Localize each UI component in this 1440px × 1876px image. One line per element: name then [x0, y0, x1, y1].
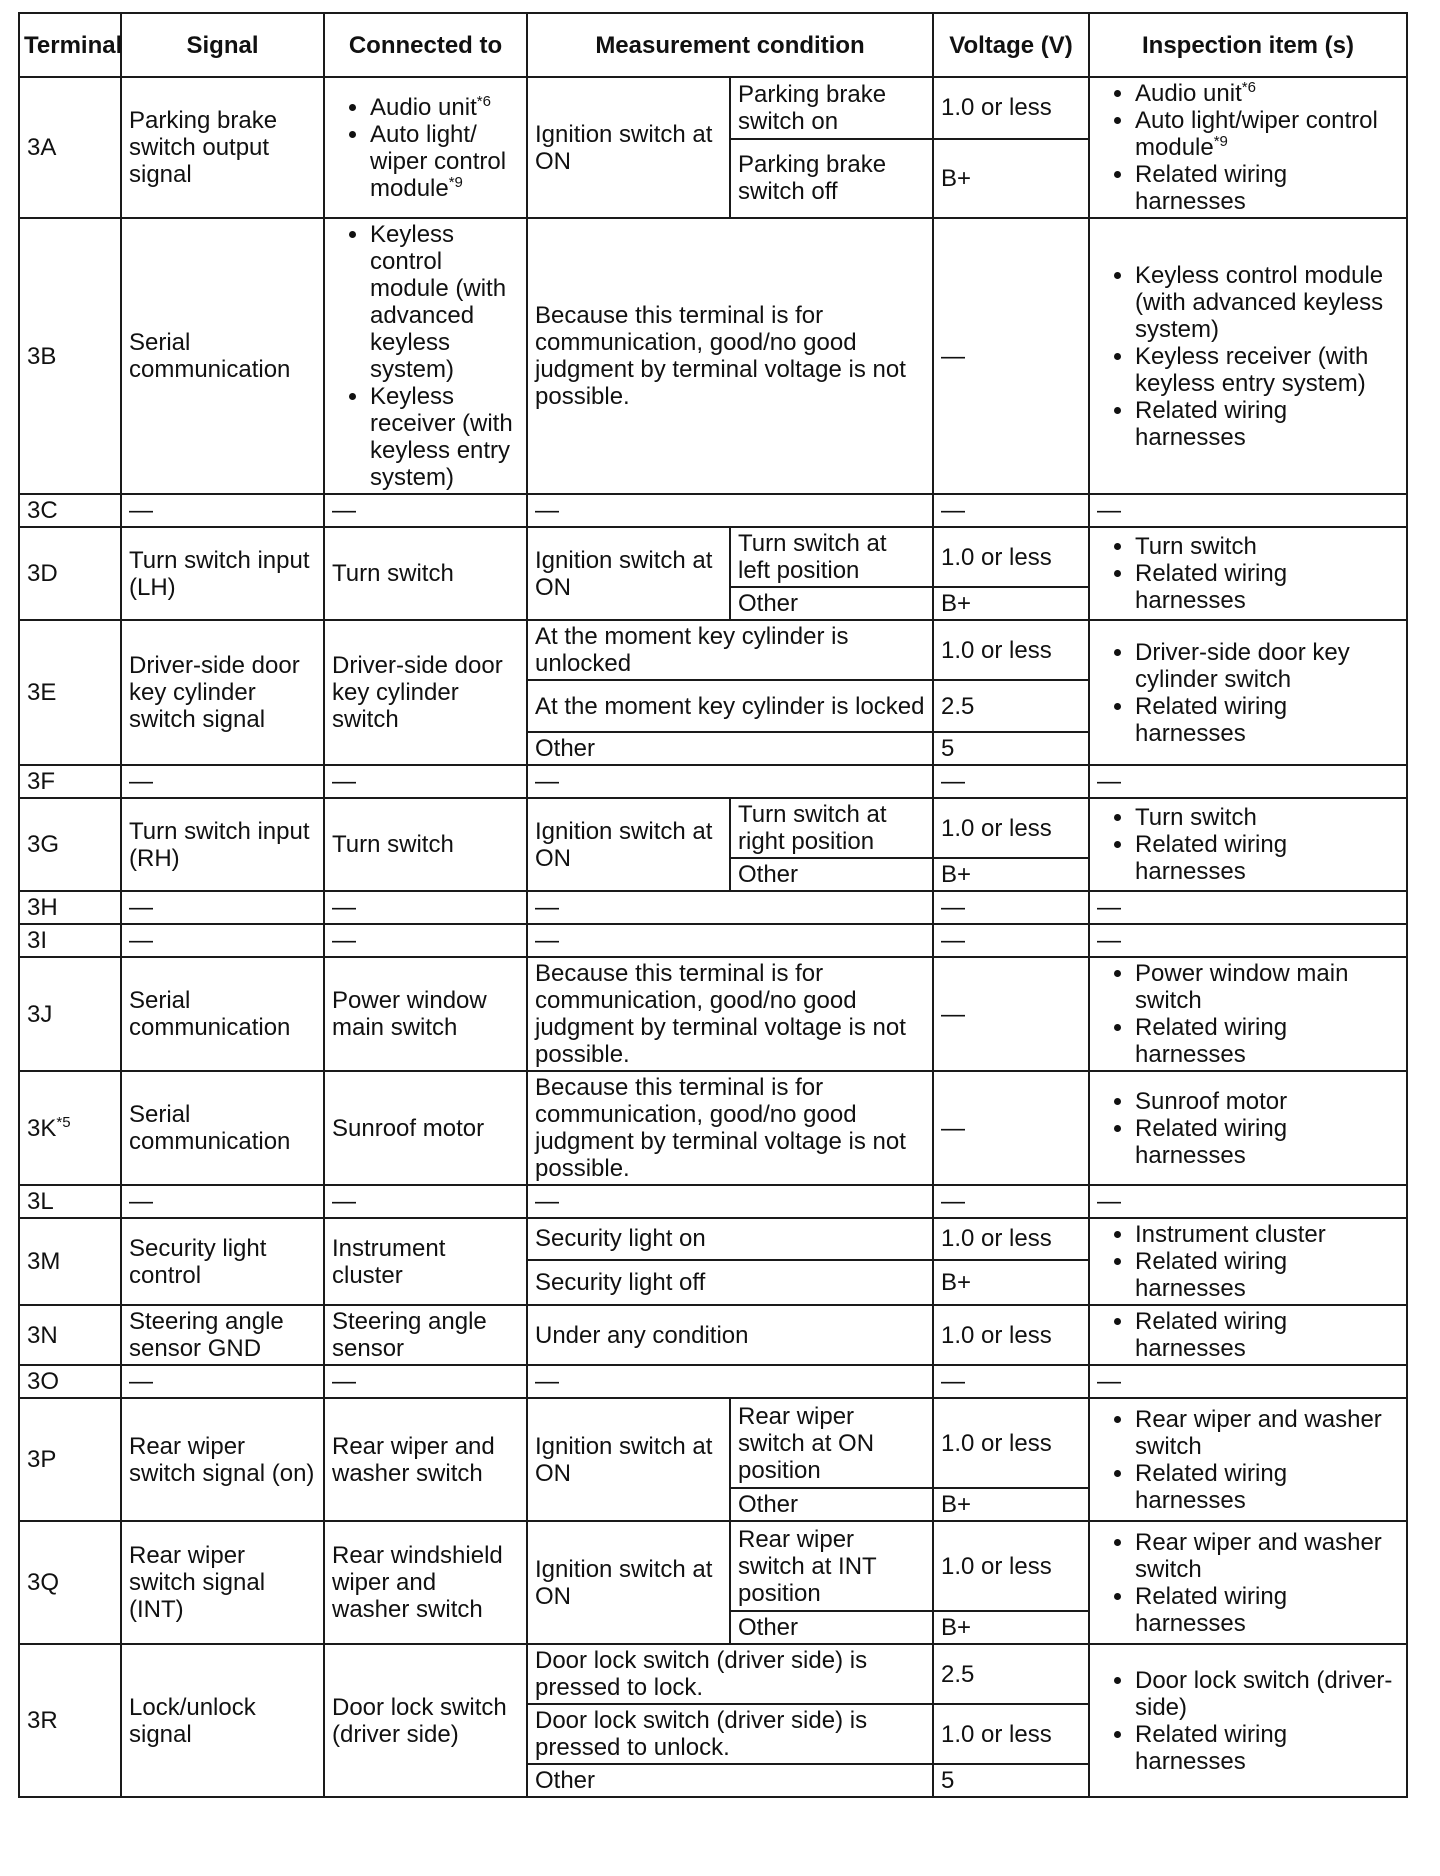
- inspection-cell: [1089, 1644, 1407, 1797]
- measurement-cell: Because this terminal is for communication, good/no good judgment by terminal voltage is not possible.: [527, 218, 933, 494]
- inspection-text: Related wiring harnesses: [1135, 1308, 1288, 1362]
- terminal-cell: [19, 1521, 121, 1644]
- inspection-item: [1135, 1221, 1399, 1248]
- footnote-mark: *5: [56, 1113, 71, 1131]
- inspection-cell: [1089, 77, 1407, 218]
- inspection-item: [1135, 804, 1399, 831]
- signal-cell: Turn switch input (RH): [121, 798, 324, 891]
- inspection-item: [1135, 831, 1399, 885]
- inspection-text: Related wiring harnesses: [1135, 1248, 1288, 1302]
- condition-cell: Other: [730, 858, 933, 891]
- measurement-cell: —: [527, 1185, 933, 1218]
- condition-cell: Door lock switch (driver side) is pressed to lock.: [527, 1644, 933, 1704]
- inspection-cell: —: [1089, 1185, 1407, 1218]
- inspection-text: Keyless receiver (with keyless entry system): [1135, 342, 1369, 397]
- signal-cell: —: [121, 1365, 324, 1398]
- inspection-text: Related wiring harnesses: [1135, 161, 1288, 215]
- voltage-cell: 1.0 or less: [933, 77, 1089, 139]
- condition-cell: Turn switch at right position: [730, 798, 933, 858]
- terminal-label: 3O: [27, 1368, 60, 1395]
- connected-to-cell: Steering angle sensor: [324, 1305, 527, 1365]
- terminal-cell: [19, 957, 121, 1071]
- inspection-text: Related wiring harnesses: [1135, 692, 1288, 747]
- inspection-cell: [1089, 1521, 1407, 1644]
- inspection-item: [1135, 1529, 1399, 1583]
- signal-cell: Steering angle sensor GND: [121, 1305, 324, 1365]
- connected-to-item: [370, 94, 519, 121]
- table-row: [19, 1644, 1407, 1704]
- inspection-item: [1135, 560, 1399, 614]
- inspection-cell: —: [1089, 891, 1407, 924]
- inspection-cell: [1089, 957, 1407, 1071]
- connected-to-cell: Turn switch: [324, 798, 527, 891]
- connected-to-cell: —: [324, 765, 527, 798]
- inspection-cell: —: [1089, 765, 1407, 798]
- footnote-mark: *6: [476, 92, 491, 110]
- inspection-list: [1097, 533, 1399, 614]
- connected-to-list: [332, 221, 519, 491]
- header-row: [19, 13, 1407, 77]
- voltage-cell: 1.0 or less: [933, 1305, 1089, 1365]
- terminal-label: 3Q: [27, 1569, 60, 1596]
- connected-to-text: Keyless receiver (with keyless entry system): [370, 383, 513, 491]
- inspection-text: Related wiring harnesses: [1135, 1459, 1288, 1514]
- signal-cell: Rear wiper switch signal (on): [121, 1398, 324, 1521]
- terminal-cell: [19, 218, 121, 494]
- voltage-cell: —: [933, 218, 1089, 494]
- table-row: [19, 957, 1407, 1071]
- inspection-cell: —: [1089, 924, 1407, 957]
- inspection-cell: [1089, 1218, 1407, 1305]
- inspection-item: [1135, 1583, 1399, 1637]
- measurement-cell: —: [527, 891, 933, 924]
- inspection-item: [1135, 1667, 1399, 1721]
- inspection-text: Rear wiper and washer switch: [1135, 1405, 1382, 1460]
- condition-cell: Rear wiper switch at ON position: [730, 1398, 933, 1488]
- connected-to-item: [370, 121, 519, 202]
- inspection-text: Turn switch: [1135, 533, 1257, 560]
- inspection-cell: [1089, 218, 1407, 494]
- inspection-text: Related wiring harnesses: [1135, 560, 1288, 614]
- header-terminal: Terminal: [19, 13, 121, 77]
- condition-cell: Other: [527, 732, 933, 765]
- inspection-cell: —: [1089, 494, 1407, 527]
- condition-cell: Other: [730, 1611, 933, 1644]
- signal-cell: —: [121, 494, 324, 527]
- terminal-label: 3I: [27, 927, 48, 954]
- inspection-item: [1135, 397, 1399, 451]
- signal-cell: Parking brake switch output signal: [121, 77, 324, 218]
- connected-to-text: Auto light/ wiper control module: [370, 120, 507, 202]
- signal-cell: Serial communication: [121, 1071, 324, 1185]
- inspection-item: [1135, 80, 1399, 107]
- terminal-label: 3C: [27, 497, 58, 524]
- table-row: [19, 620, 1407, 680]
- voltage-cell: 1.0 or less: [933, 1218, 1089, 1260]
- voltage-cell: —: [933, 1365, 1089, 1398]
- condition-cell: Other: [730, 587, 933, 620]
- voltage-cell: B+: [933, 1260, 1089, 1305]
- inspection-list: [1097, 1088, 1399, 1169]
- connected-to-cell: Sunroof motor: [324, 1071, 527, 1185]
- terminal-label: 3F: [27, 768, 56, 795]
- condition-cell: Security light off: [527, 1260, 933, 1305]
- connected-to-cell: —: [324, 1185, 527, 1218]
- header-voltage: Voltage (V): [933, 13, 1089, 77]
- signal-cell: Serial communication: [121, 218, 324, 494]
- terminal-label: 3R: [27, 1707, 58, 1734]
- inspection-item: [1135, 693, 1399, 747]
- voltage-cell: 1.0 or less: [933, 620, 1089, 680]
- footnote-mark: *9: [1213, 133, 1228, 150]
- header-signal: Signal: [121, 13, 324, 77]
- table-row: [19, 1218, 1407, 1260]
- terminal-label: 3E: [27, 679, 57, 706]
- voltage-cell: —: [933, 891, 1089, 924]
- voltage-cell: 1.0 or less: [933, 527, 1089, 587]
- inspection-text: Keyless control module (with advanced keyless system): [1135, 261, 1384, 343]
- table-body: [19, 77, 1407, 1797]
- terminal-cell: [19, 1071, 121, 1185]
- inspection-cell: [1089, 1071, 1407, 1185]
- signal-cell: —: [121, 765, 324, 798]
- voltage-cell: —: [933, 494, 1089, 527]
- inspection-item: [1135, 161, 1399, 215]
- inspection-text: Related wiring harnesses: [1135, 1582, 1288, 1637]
- inspection-cell: —: [1089, 1365, 1407, 1398]
- measurement-cell: —: [527, 765, 933, 798]
- condition-cell: Parking brake switch on: [730, 77, 933, 139]
- measurement-main-cell: Ignition switch at ON: [527, 1521, 730, 1644]
- terminal-cell: [19, 1185, 121, 1218]
- terminal-label: 3A: [27, 134, 57, 161]
- signal-cell: —: [121, 891, 324, 924]
- table-row: [19, 1398, 1407, 1488]
- header-connected-to: Connected to: [324, 13, 527, 77]
- connected-to-cell: Door lock switch (driver side): [324, 1644, 527, 1797]
- inspection-list: [1097, 80, 1399, 215]
- voltage-cell: B+: [933, 139, 1089, 218]
- measurement-cell: Because this terminal is for communication, good/no good judgment by terminal voltage is not possible.: [527, 1071, 933, 1185]
- connected-to-list: [332, 94, 519, 202]
- terminal-cell: [19, 77, 121, 218]
- voltage-cell: 2.5: [933, 1644, 1089, 1704]
- terminal-label: 3H: [27, 894, 58, 921]
- connected-to-item: [370, 383, 519, 491]
- inspection-item: [1135, 107, 1399, 161]
- voltage-cell: 1.0 or less: [933, 1521, 1089, 1611]
- condition-cell: At the moment key cylinder is unlocked: [527, 620, 933, 680]
- connected-to-cell: —: [324, 1365, 527, 1398]
- terminal-cell: [19, 1218, 121, 1305]
- inspection-text: Related wiring harnesses: [1135, 1014, 1288, 1068]
- connected-to-cell: Rear windshield wiper and washer switch: [324, 1521, 527, 1644]
- measurement-main-cell: Ignition switch at ON: [527, 798, 730, 891]
- voltage-cell: B+: [933, 1488, 1089, 1521]
- terminal-label: 3K: [27, 1114, 57, 1142]
- terminal-cell: [19, 798, 121, 891]
- signal-cell: Rear wiper switch signal (INT): [121, 1521, 324, 1644]
- measurement-main-cell: Ignition switch at ON: [527, 527, 730, 620]
- table-row: [19, 218, 1407, 494]
- inspection-item: [1135, 1721, 1399, 1775]
- inspection-list: [1097, 960, 1399, 1068]
- connected-to-cell: Driver-side door key cylinder switch: [324, 620, 527, 765]
- condition-cell: Rear wiper switch at INT position: [730, 1521, 933, 1611]
- inspection-item: [1135, 343, 1399, 397]
- connected-to-cell: Rear wiper and washer switch: [324, 1398, 527, 1521]
- terminal-label: 3M: [27, 1248, 61, 1275]
- voltage-cell: 5: [933, 1764, 1089, 1797]
- terminal-label: 3L: [27, 1188, 54, 1215]
- voltage-cell: B+: [933, 1611, 1089, 1644]
- inspection-text: Driver-side door key cylinder switch: [1135, 638, 1350, 693]
- table-row: [19, 891, 1407, 924]
- inspection-list: [1097, 1406, 1399, 1514]
- condition-cell: Turn switch at left position: [730, 527, 933, 587]
- inspection-list: [1097, 262, 1399, 451]
- table-row: [19, 494, 1407, 527]
- measurement-main-cell: Ignition switch at ON: [527, 1398, 730, 1521]
- connected-to-cell: [324, 77, 527, 218]
- condition-cell: At the moment key cylinder is locked: [527, 680, 933, 732]
- inspection-text: Rear wiper and washer switch: [1135, 1528, 1382, 1583]
- inspection-text: Sunroof motor: [1135, 1087, 1288, 1115]
- inspection-list: [1097, 1529, 1399, 1637]
- terminal-cell: [19, 494, 121, 527]
- voltage-cell: B+: [933, 858, 1089, 891]
- terminal-cell: [19, 1398, 121, 1521]
- terminal-cell: [19, 620, 121, 765]
- measurement-cell: Because this terminal is for communication, good/no good judgment by terminal voltage is not possible.: [527, 957, 933, 1071]
- inspection-cell: [1089, 1398, 1407, 1521]
- inspection-item: [1135, 1115, 1399, 1169]
- connected-to-cell: Instrument cluster: [324, 1218, 527, 1305]
- signal-cell: —: [121, 1185, 324, 1218]
- measurement-cell: —: [527, 924, 933, 957]
- connected-to-text: Audio unit: [370, 93, 477, 121]
- inspection-text: Turn switch: [1135, 804, 1257, 831]
- terminal-cell: [19, 765, 121, 798]
- table-row: [19, 77, 1407, 139]
- signal-cell: Serial communication: [121, 957, 324, 1071]
- terminal-cell: [19, 527, 121, 620]
- footnote-mark: *6: [1241, 79, 1256, 96]
- voltage-cell: —: [933, 924, 1089, 957]
- footnote-mark: *9: [448, 173, 463, 191]
- header-measurement-condition: Measurement condition: [527, 13, 933, 77]
- terminal-label: 3G: [27, 831, 60, 858]
- inspection-list: [1097, 1308, 1399, 1362]
- measurement-cell: —: [527, 1365, 933, 1398]
- voltage-cell: —: [933, 957, 1089, 1071]
- inspection-text: Audio unit: [1135, 80, 1242, 107]
- inspection-item: [1135, 1460, 1399, 1514]
- terminal-cell: [19, 1305, 121, 1365]
- table-row: [19, 527, 1407, 587]
- inspection-text: Related wiring harnesses: [1135, 1720, 1288, 1775]
- condition-cell: Other: [527, 1764, 933, 1797]
- connected-to-cell: [324, 218, 527, 494]
- inspection-text: Instrument cluster: [1135, 1221, 1326, 1248]
- inspection-item: [1135, 1308, 1399, 1362]
- measurement-main-cell: Ignition switch at ON: [527, 77, 730, 218]
- inspection-item: [1135, 262, 1399, 343]
- inspection-text: Power window main switch: [1135, 960, 1349, 1014]
- inspection-text: Auto light/wiper control module: [1135, 107, 1378, 161]
- terminal-label: 3D: [27, 560, 58, 587]
- voltage-cell: —: [933, 1071, 1089, 1185]
- inspection-list: [1097, 1667, 1399, 1775]
- terminal-label: 3N: [27, 1321, 58, 1349]
- inspection-list: [1097, 804, 1399, 885]
- voltage-cell: —: [933, 1185, 1089, 1218]
- voltage-cell: 1.0 or less: [933, 1704, 1089, 1764]
- terminal-cell: [19, 1644, 121, 1797]
- signal-cell: Turn switch input (LH): [121, 527, 324, 620]
- voltage-cell: B+: [933, 587, 1089, 620]
- connected-to-cell: —: [324, 494, 527, 527]
- terminal-label: 3P: [27, 1446, 57, 1473]
- table-row: [19, 1185, 1407, 1218]
- signal-cell: Driver-side door key cylinder switch signal: [121, 620, 324, 765]
- header-inspection-items: Inspection item (s): [1089, 13, 1407, 77]
- inspection-text: Related wiring harnesses: [1135, 831, 1288, 885]
- inspection-text: Related wiring harnesses: [1135, 396, 1288, 451]
- table-row: [19, 1071, 1407, 1185]
- inspection-text: Related wiring harnesses: [1135, 1114, 1288, 1169]
- terminal-cell: [19, 1365, 121, 1398]
- connected-to-cell: —: [324, 891, 527, 924]
- inspection-list: [1097, 639, 1399, 747]
- table-row: [19, 924, 1407, 957]
- inspection-item: [1135, 1248, 1399, 1302]
- terminal-label: 3B: [27, 342, 57, 370]
- condition-cell: Door lock switch (driver side) is pressed to unlock.: [527, 1704, 933, 1764]
- signal-cell: Lock/unlock signal: [121, 1644, 324, 1797]
- terminal-label: 3J: [27, 1000, 53, 1028]
- terminal-cell: [19, 924, 121, 957]
- signal-cell: Security light control: [121, 1218, 324, 1305]
- table-row: [19, 798, 1407, 858]
- table-row: [19, 765, 1407, 798]
- condition-cell: Other: [730, 1488, 933, 1521]
- inspection-cell: [1089, 620, 1407, 765]
- inspection-item: [1135, 1014, 1399, 1068]
- voltage-cell: 5: [933, 732, 1089, 765]
- voltage-cell: 1.0 or less: [933, 798, 1089, 858]
- terminal-cell: [19, 891, 121, 924]
- measurement-cell: Under any condition: [527, 1305, 933, 1365]
- inspection-cell: [1089, 527, 1407, 620]
- table-row: [19, 1305, 1407, 1365]
- connected-to-item: [370, 221, 519, 383]
- inspection-cell: [1089, 1305, 1407, 1365]
- inspection-list: [1097, 1221, 1399, 1302]
- signal-cell: —: [121, 924, 324, 957]
- table-row: [19, 1365, 1407, 1398]
- voltage-cell: 1.0 or less: [933, 1398, 1089, 1488]
- connected-to-text: Keyless control module (with advanced keyless system): [370, 221, 507, 383]
- inspection-item: [1135, 1406, 1399, 1460]
- table-row: [19, 1521, 1407, 1611]
- voltage-cell: —: [933, 765, 1089, 798]
- inspection-item: [1135, 960, 1399, 1014]
- inspection-item: [1135, 639, 1399, 693]
- inspection-item: [1135, 533, 1399, 560]
- inspection-cell: [1089, 798, 1407, 891]
- connected-to-cell: Turn switch: [324, 527, 527, 620]
- terminal-voltage-table: [18, 12, 1408, 1798]
- inspection-item: [1135, 1088, 1399, 1115]
- voltage-cell: 2.5: [933, 680, 1089, 732]
- condition-cell: Parking brake switch off: [730, 139, 933, 218]
- condition-cell: Security light on: [527, 1218, 933, 1260]
- measurement-cell: —: [527, 494, 933, 527]
- connected-to-cell: Power window main switch: [324, 957, 527, 1071]
- inspection-text: Door lock switch (driver-side): [1135, 1666, 1393, 1721]
- connected-to-cell: —: [324, 924, 527, 957]
